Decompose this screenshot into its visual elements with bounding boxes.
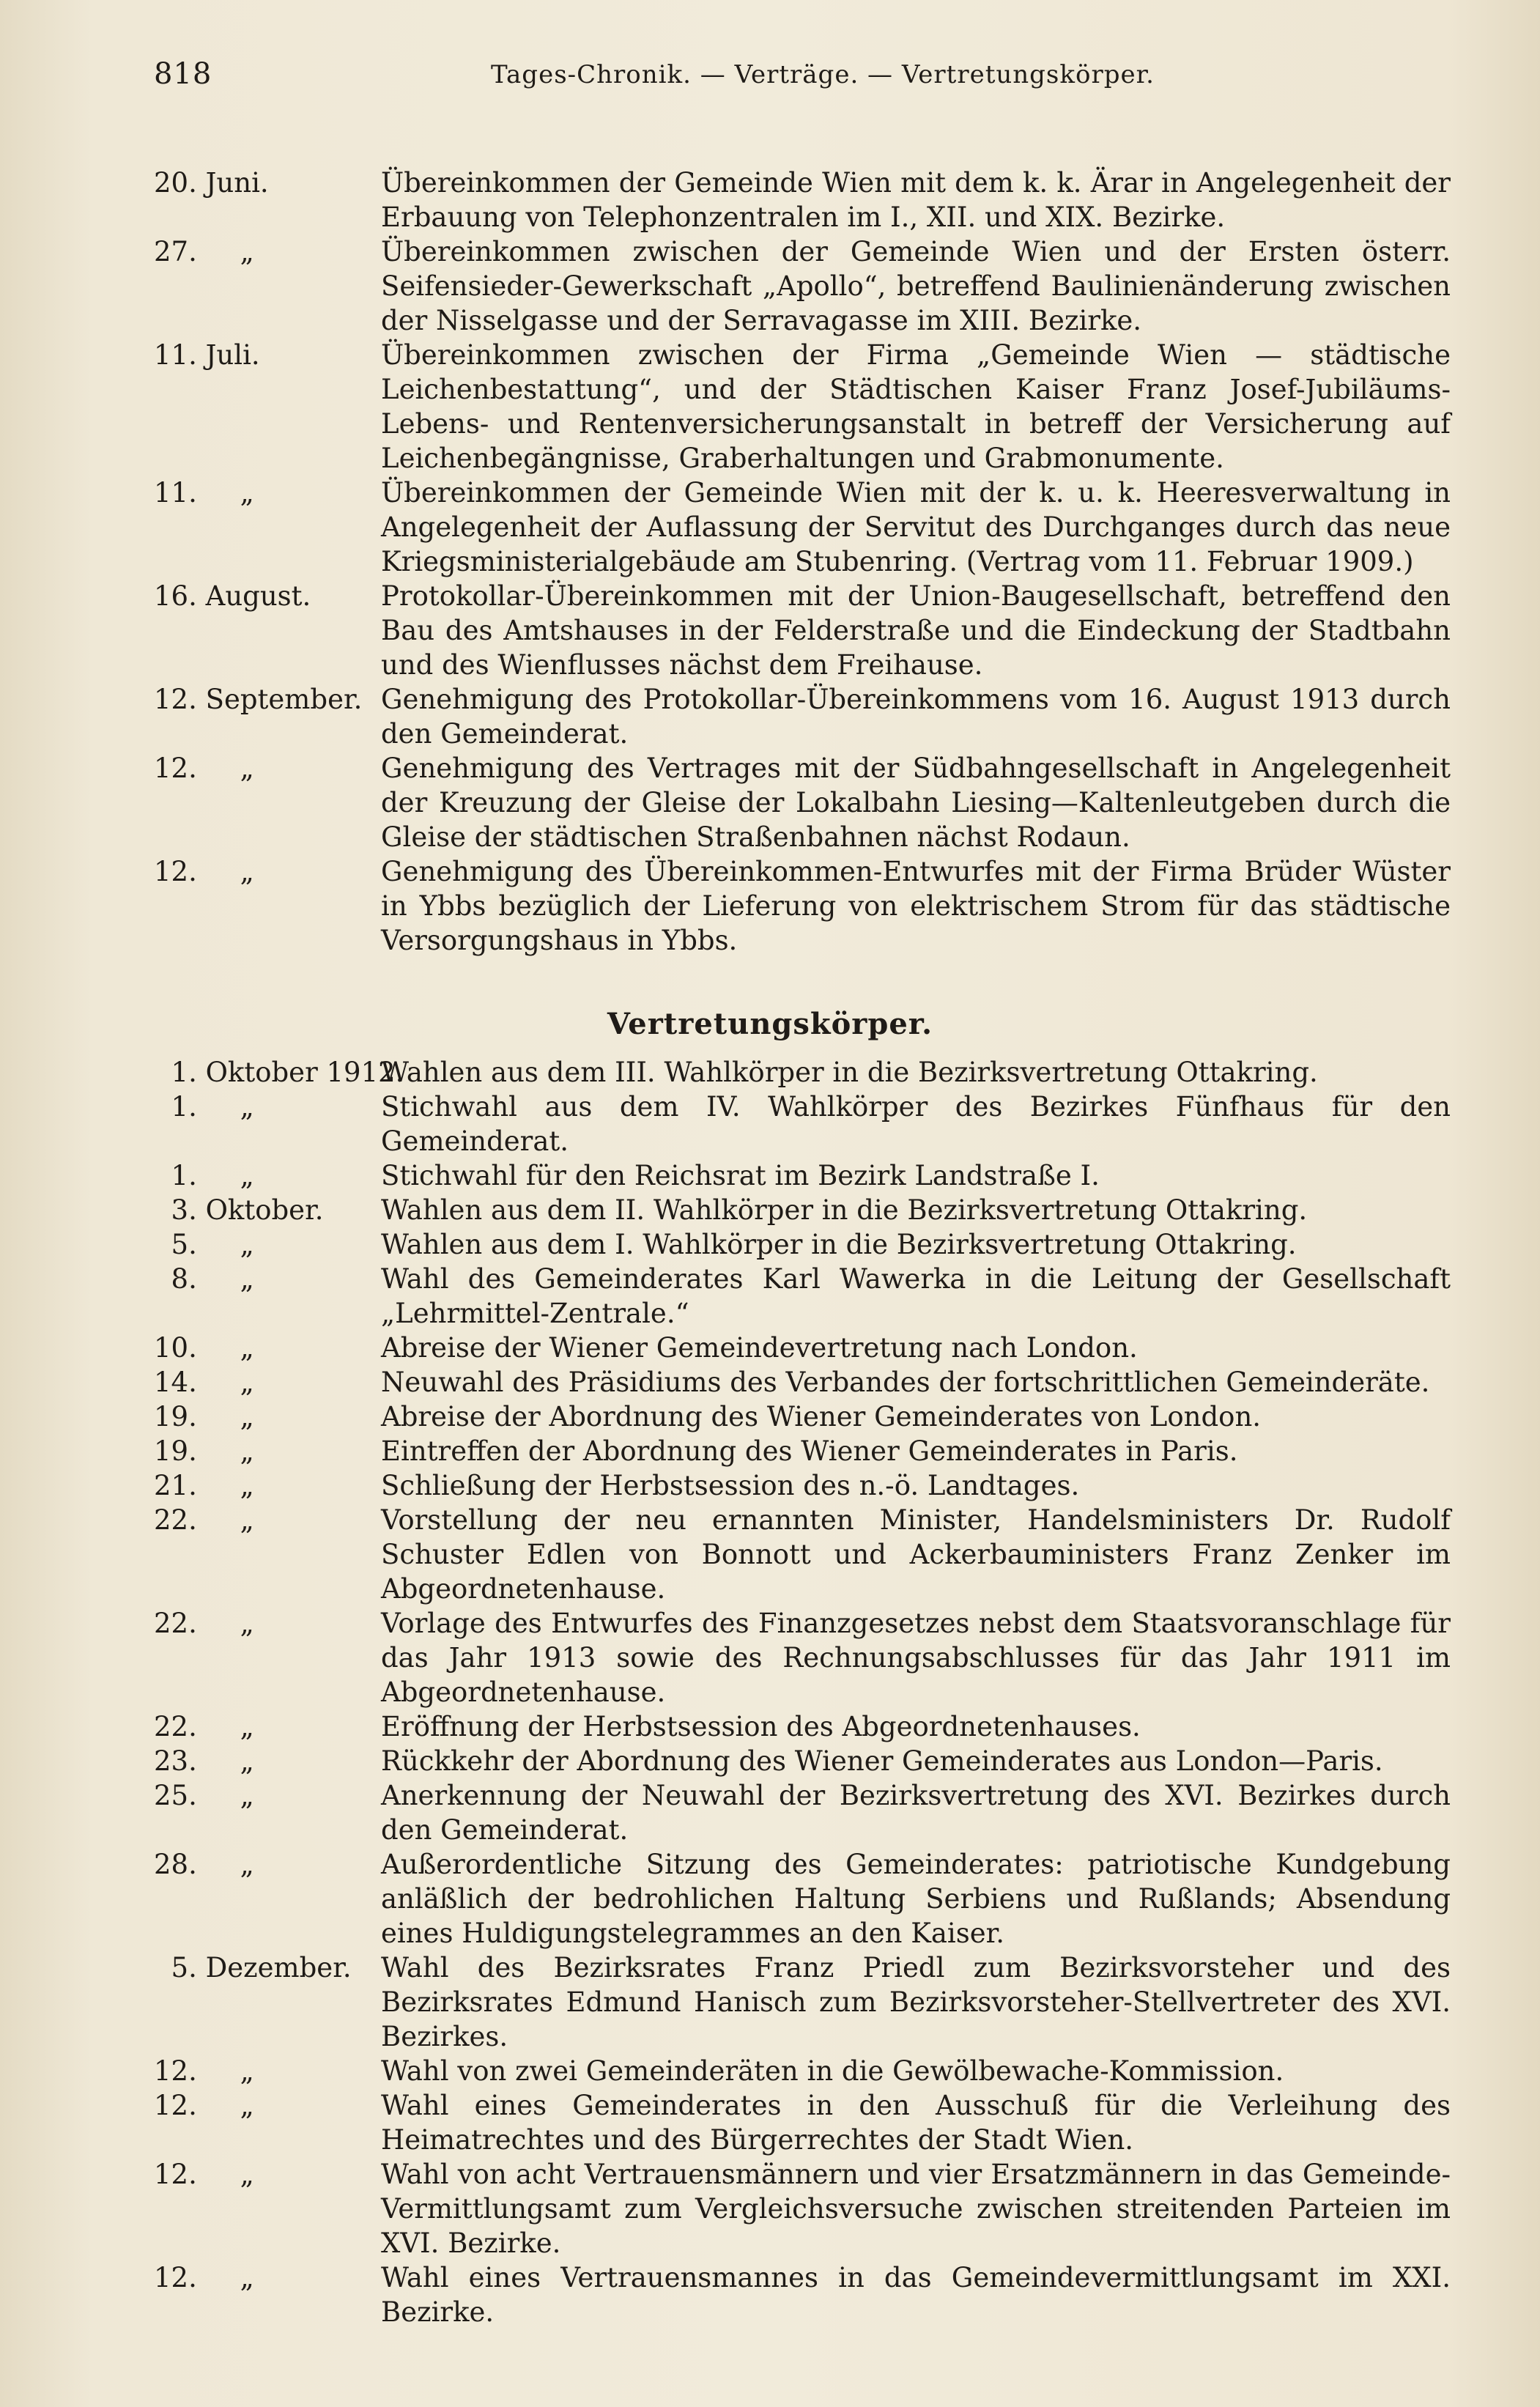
entry-text: Wahl des Gemeinderates Karl Wawerka in die Leitung der Gesellschaft „Lehrmittel-Zentrale.“ <box>381 1263 1451 1329</box>
list-item <box>154 1744 1451 1778</box>
entry-date: 25. „ <box>154 1780 254 1811</box>
list-item <box>154 1503 1451 1606</box>
entry-text: Stichwahl aus dem IV. Wahlkörper des Bezirkes Fünfhaus für den Gemeinderat. <box>381 1091 1451 1157</box>
entry-text: Rückkehr der Abordnung des Wiener Gemeinderates aus London—Paris. <box>381 1745 1383 1777</box>
entry-text: Wahl von acht Vertrauensmännern und vier Ersatzmännern in das Gemeinde-Vermittlungsamt zum Vergleichsversuche zwischen streitenden Parteien im XVI. Bezirke. <box>381 2159 1451 2259</box>
list-item <box>154 1951 1451 2054</box>
entry-date: 12. „ <box>154 753 254 784</box>
entry-text: Wahl eines Gemeinderates in den Ausschuß für die Verleihung des Heimatrechtes und des Bürgerrechtes der Stadt Wien. <box>381 2090 1451 2156</box>
entry-date: 22. „ <box>154 1711 254 1742</box>
entry-date: 5. „ <box>154 1229 254 1260</box>
list-item <box>154 579 1451 682</box>
entry-date: 12. „ <box>154 2055 254 2087</box>
entry-text: Vorlage des Entwurfes des Finanzgesetzes nebst dem Staatsvoranschlage für das Jahr 1913 sowie des Rechnungsabschlusses für das Jahr 1911 im Abgeordnetenhause. <box>381 1608 1451 1708</box>
list-item <box>154 1606 1451 1709</box>
list-item <box>154 1262 1451 1331</box>
entry-date: 8. „ <box>154 1263 254 1295</box>
entry-text: Vorstellung der neu ernannten Minister, Handelsministers Dr. Rudolf Schuster Edlen von Bonnott und Ackerbauministers Franz Zenker im Abgeordnetenhause. <box>381 1504 1451 1605</box>
list-item <box>154 1193 1451 1227</box>
list-item <box>154 1158 1451 1193</box>
entry-date: 16. August. <box>154 580 311 612</box>
entry-text: Stichwahl für den Reichsrat im Bezirk Landstraße I. <box>381 1160 1100 1191</box>
list-item <box>154 234 1451 338</box>
entry-date: 23. „ <box>154 1745 254 1777</box>
entry-text: Übereinkommen zwischen der Firma „Gemeinde Wien — städtische Leichenbestattung“, und der Städtischen Kaiser Franz Josef-Jubiläums-Lebens- und Rentenversicherungsanstalt in betreff der Versicherung auf Leichenbegängnisse, Graberhaltungen und Grabmonumente. <box>381 339 1451 474</box>
entry-text: Wahlen aus dem I. Wahlkörper in die Bezirksvertretung Ottakring. <box>381 1229 1297 1260</box>
list-item <box>154 2260 1451 2329</box>
list-item <box>154 682 1451 751</box>
entry-text: Genehmigung des Protokollar-Übereinkommens vom 16. August 1913 durch den Gemeinderat. <box>381 684 1451 750</box>
entry-text: Übereinkommen der Gemeinde Wien mit der k. u. k. Heeresverwaltung in Angelegenheit der Auflassung der Servitut des Durchganges durch das neue Kriegsministerialgebäude am Stubenring. (Vertrag vom 11. Februar 1909.) <box>381 477 1451 577</box>
entry-date: 11. „ <box>154 477 254 509</box>
entry-date: 1. „ <box>154 1160 254 1191</box>
entry-text: Abreise der Abordnung des Wiener Gemeinderates von London. <box>381 1401 1262 1432</box>
entry-text: Anerkennung der Neuwahl der Bezirksvertretung des XVI. Bezirkes durch den Gemeinderat. <box>381 1780 1451 1846</box>
page-header <box>154 57 1443 101</box>
entry-text: Eintreffen der Abordnung des Wiener Gemeinderates in Paris. <box>381 1435 1238 1467</box>
entry-date: 20. Juni. <box>154 167 269 199</box>
entry-date: 1. Oktober 1912. <box>154 1057 404 1088</box>
list-item <box>154 476 1451 579</box>
entry-text: Übereinkommen der Gemeinde Wien mit dem k. k. Ärar in Angelegenheit der Erbauung von Telephonzentralen im I., XII. und XIX. Bezirke. <box>381 167 1451 233</box>
entry-date: 12. September. <box>154 684 363 715</box>
entry-date: 11. Juli. <box>154 339 260 371</box>
entry-date: 21. „ <box>154 1470 254 1501</box>
entry-date: 22. „ <box>154 1504 254 1536</box>
entry-text: Wahl eines Vertrauensmannes in das Gemeindevermittlungsamt im XXI. Bezirke. <box>381 2262 1451 2328</box>
entry-text: Abreise der Wiener Gemeindevertretung nach London. <box>381 1332 1138 1364</box>
list-item <box>154 2157 1451 2260</box>
list-item <box>154 1468 1451 1503</box>
list-item <box>154 1778 1451 1847</box>
list-item <box>154 2088 1451 2157</box>
entry-date: 27. „ <box>154 236 254 267</box>
entry-text: Wahl von zwei Gemeinderäten in die Gewölbewache-Kommission. <box>381 2055 1284 2087</box>
section-heading: Vertretungskörper. <box>607 1007 933 1041</box>
entry-date: 28. „ <box>154 1849 254 1880</box>
entry-text: Protokollar-Übereinkommen mit der Union-Baugesellschaft, betreffend den Bau des Amtshauses in der Felderstraße und die Eindeckung der Stadtbahn und des Wienflusses nächst dem Freihause. <box>381 580 1451 681</box>
entry-text: Wahlen aus dem III. Wahlkörper in die Bezirksvertretung Ottakring. <box>381 1057 1318 1088</box>
entry-text: Außerordentliche Sitzung des Gemeinderates: patriotische Kundgebung anläßlich der bedrohlichen Haltung Serbiens und Rußlands; Absendung eines Huldigungstelegrammes an den Kaiser. <box>381 1849 1451 1949</box>
entry-text: Genehmigung des Vertrages mit der Südbahngesellschaft in Angelegenheit der Kreuzung der Gleise der Lokalbahn Liesing—Kaltenleutgeben durch die Gleise der städtischen Straßenbahnen nächst Rodaun. <box>381 753 1451 853</box>
entry-text: Genehmigung des Übereinkommen-Entwurfes mit der Firma Brüder Wüster in Ybbs bezüglich der Lieferung von elektrischem Strom für das städtische Versorgungshaus in Ybbs. <box>381 856 1451 956</box>
entry-date: 12. „ <box>154 2159 254 2190</box>
entry-date: 3. Oktober. <box>154 1194 324 1226</box>
entry-text: Wahl des Bezirksrates Franz Priedl zum Bezirksvorsteher und des Bezirksrates Edmund Hanisch zum Bezirksvorsteher-Stellvertreter des XVI. Bezirkes. <box>381 1952 1451 2052</box>
list-item <box>154 854 1451 958</box>
entry-date: 22. „ <box>154 1608 254 1639</box>
list-item <box>154 1365 1451 1400</box>
list-item <box>154 1090 1451 1158</box>
entry-date: 5. Dezember. <box>154 1952 352 1983</box>
entry-text: Übereinkommen zwischen der Gemeinde Wien und der Ersten österr. Seifensieder-Gewerkschaft „Apollo“, betreffend Baulinienänderung zwischen der Nisselgasse und der Serravagasse im XIII. Bezirke. <box>381 236 1451 336</box>
entry-text: Neuwahl des Präsidiums des Verbandes der fortschrittlichen Gemeinderäte. <box>381 1367 1430 1398</box>
running-head: Tages-Chronik. — Verträge. — Vertretungskörper. <box>491 60 1155 89</box>
entry-text: Schließung der Herbstsession des n.-ö. Landtages. <box>381 1470 1080 1501</box>
entry-date: 12. „ <box>154 2090 254 2121</box>
vertretungskoerper-list <box>154 1055 1451 2329</box>
list-item <box>154 1227 1451 1262</box>
list-item <box>154 1434 1451 1468</box>
entry-date: 12. „ <box>154 2262 254 2293</box>
list-item <box>154 166 1451 234</box>
entry-date: 19. „ <box>154 1401 254 1432</box>
entry-text: Wahlen aus dem II. Wahlkörper in die Bezirksvertretung Ottakring. <box>381 1194 1308 1226</box>
entry-date: 10. „ <box>154 1332 254 1364</box>
list-item <box>154 338 1451 476</box>
entry-date: 1. „ <box>154 1091 254 1123</box>
page-number: 818 <box>154 57 212 91</box>
list-item <box>154 1331 1451 1365</box>
entry-text: Eröffnung der Herbstsession des Abgeordnetenhauses. <box>381 1711 1141 1742</box>
list-item <box>154 751 1451 854</box>
list-item <box>154 2054 1451 2088</box>
list-item <box>154 1400 1451 1434</box>
entry-date: 14. „ <box>154 1367 254 1398</box>
entry-date: 19. „ <box>154 1435 254 1467</box>
list-item <box>154 1709 1451 1744</box>
list-item <box>154 1055 1451 1090</box>
entry-date: 12. „ <box>154 856 254 887</box>
list-item <box>154 1847 1451 1951</box>
vertraege-list <box>154 166 1451 958</box>
